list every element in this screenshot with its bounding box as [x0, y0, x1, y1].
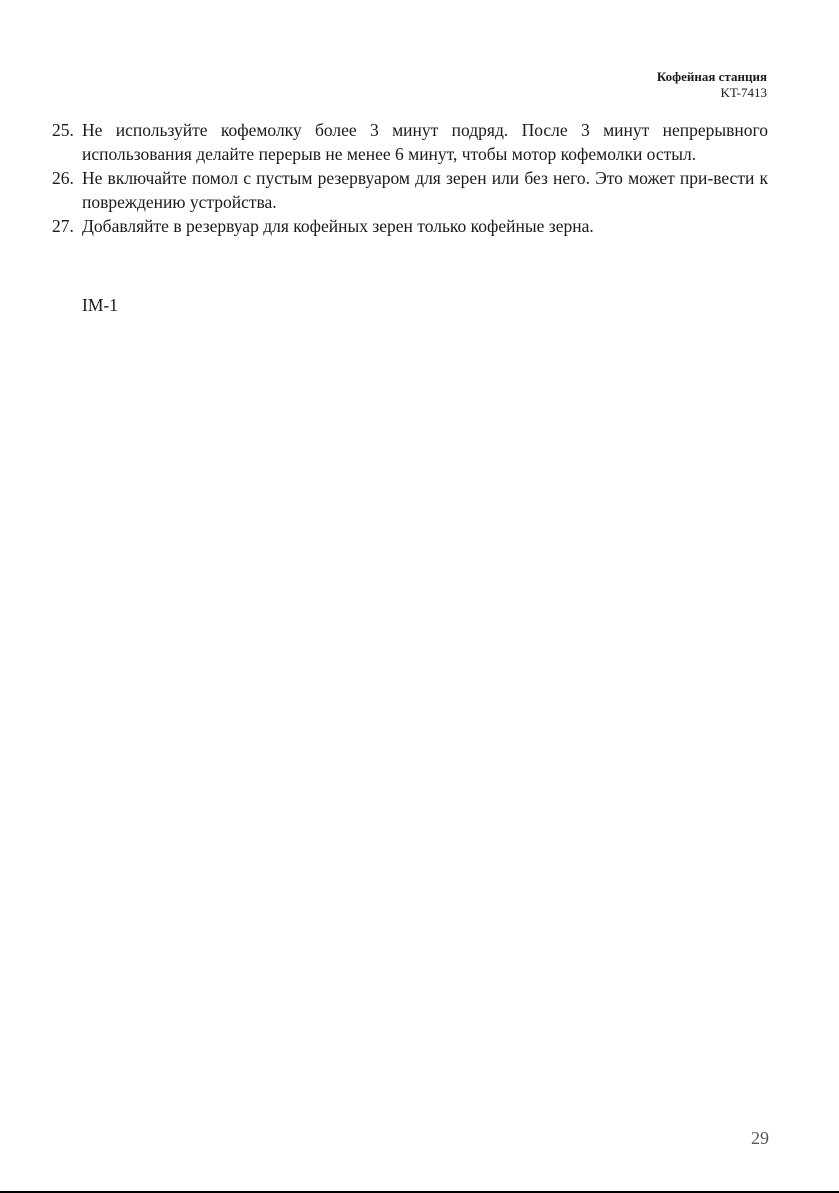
- item-text: Не используйте кофемолку более 3 минут подряд. После 3 минут непрерывного использования делайте перерыв не менее 6 минут, чтобы мотор кофемолки остыл.: [82, 120, 768, 164]
- document-code: IM-1: [82, 295, 118, 315]
- header-title: Кофейная станция: [656, 69, 767, 84]
- instructions-list: [52, 118, 768, 238]
- list-item: [52, 166, 768, 214]
- item-text: Добавляйте в резервуар для кофейных зерен только кофейные зерна.: [82, 216, 594, 236]
- item-text: Не включайте помол с пустым резервуаром для зерен или без него. Это может при-вести к повреждению устройства.: [82, 168, 768, 212]
- item-number: 27.: [52, 216, 74, 236]
- item-number: 25.: [52, 120, 74, 140]
- list-item: [52, 214, 768, 238]
- page-number: 29: [751, 1128, 769, 1148]
- item-number: 26.: [52, 168, 74, 188]
- page-header: [657, 69, 767, 101]
- header-model: KT-7413: [720, 85, 767, 100]
- list-item: [52, 118, 768, 166]
